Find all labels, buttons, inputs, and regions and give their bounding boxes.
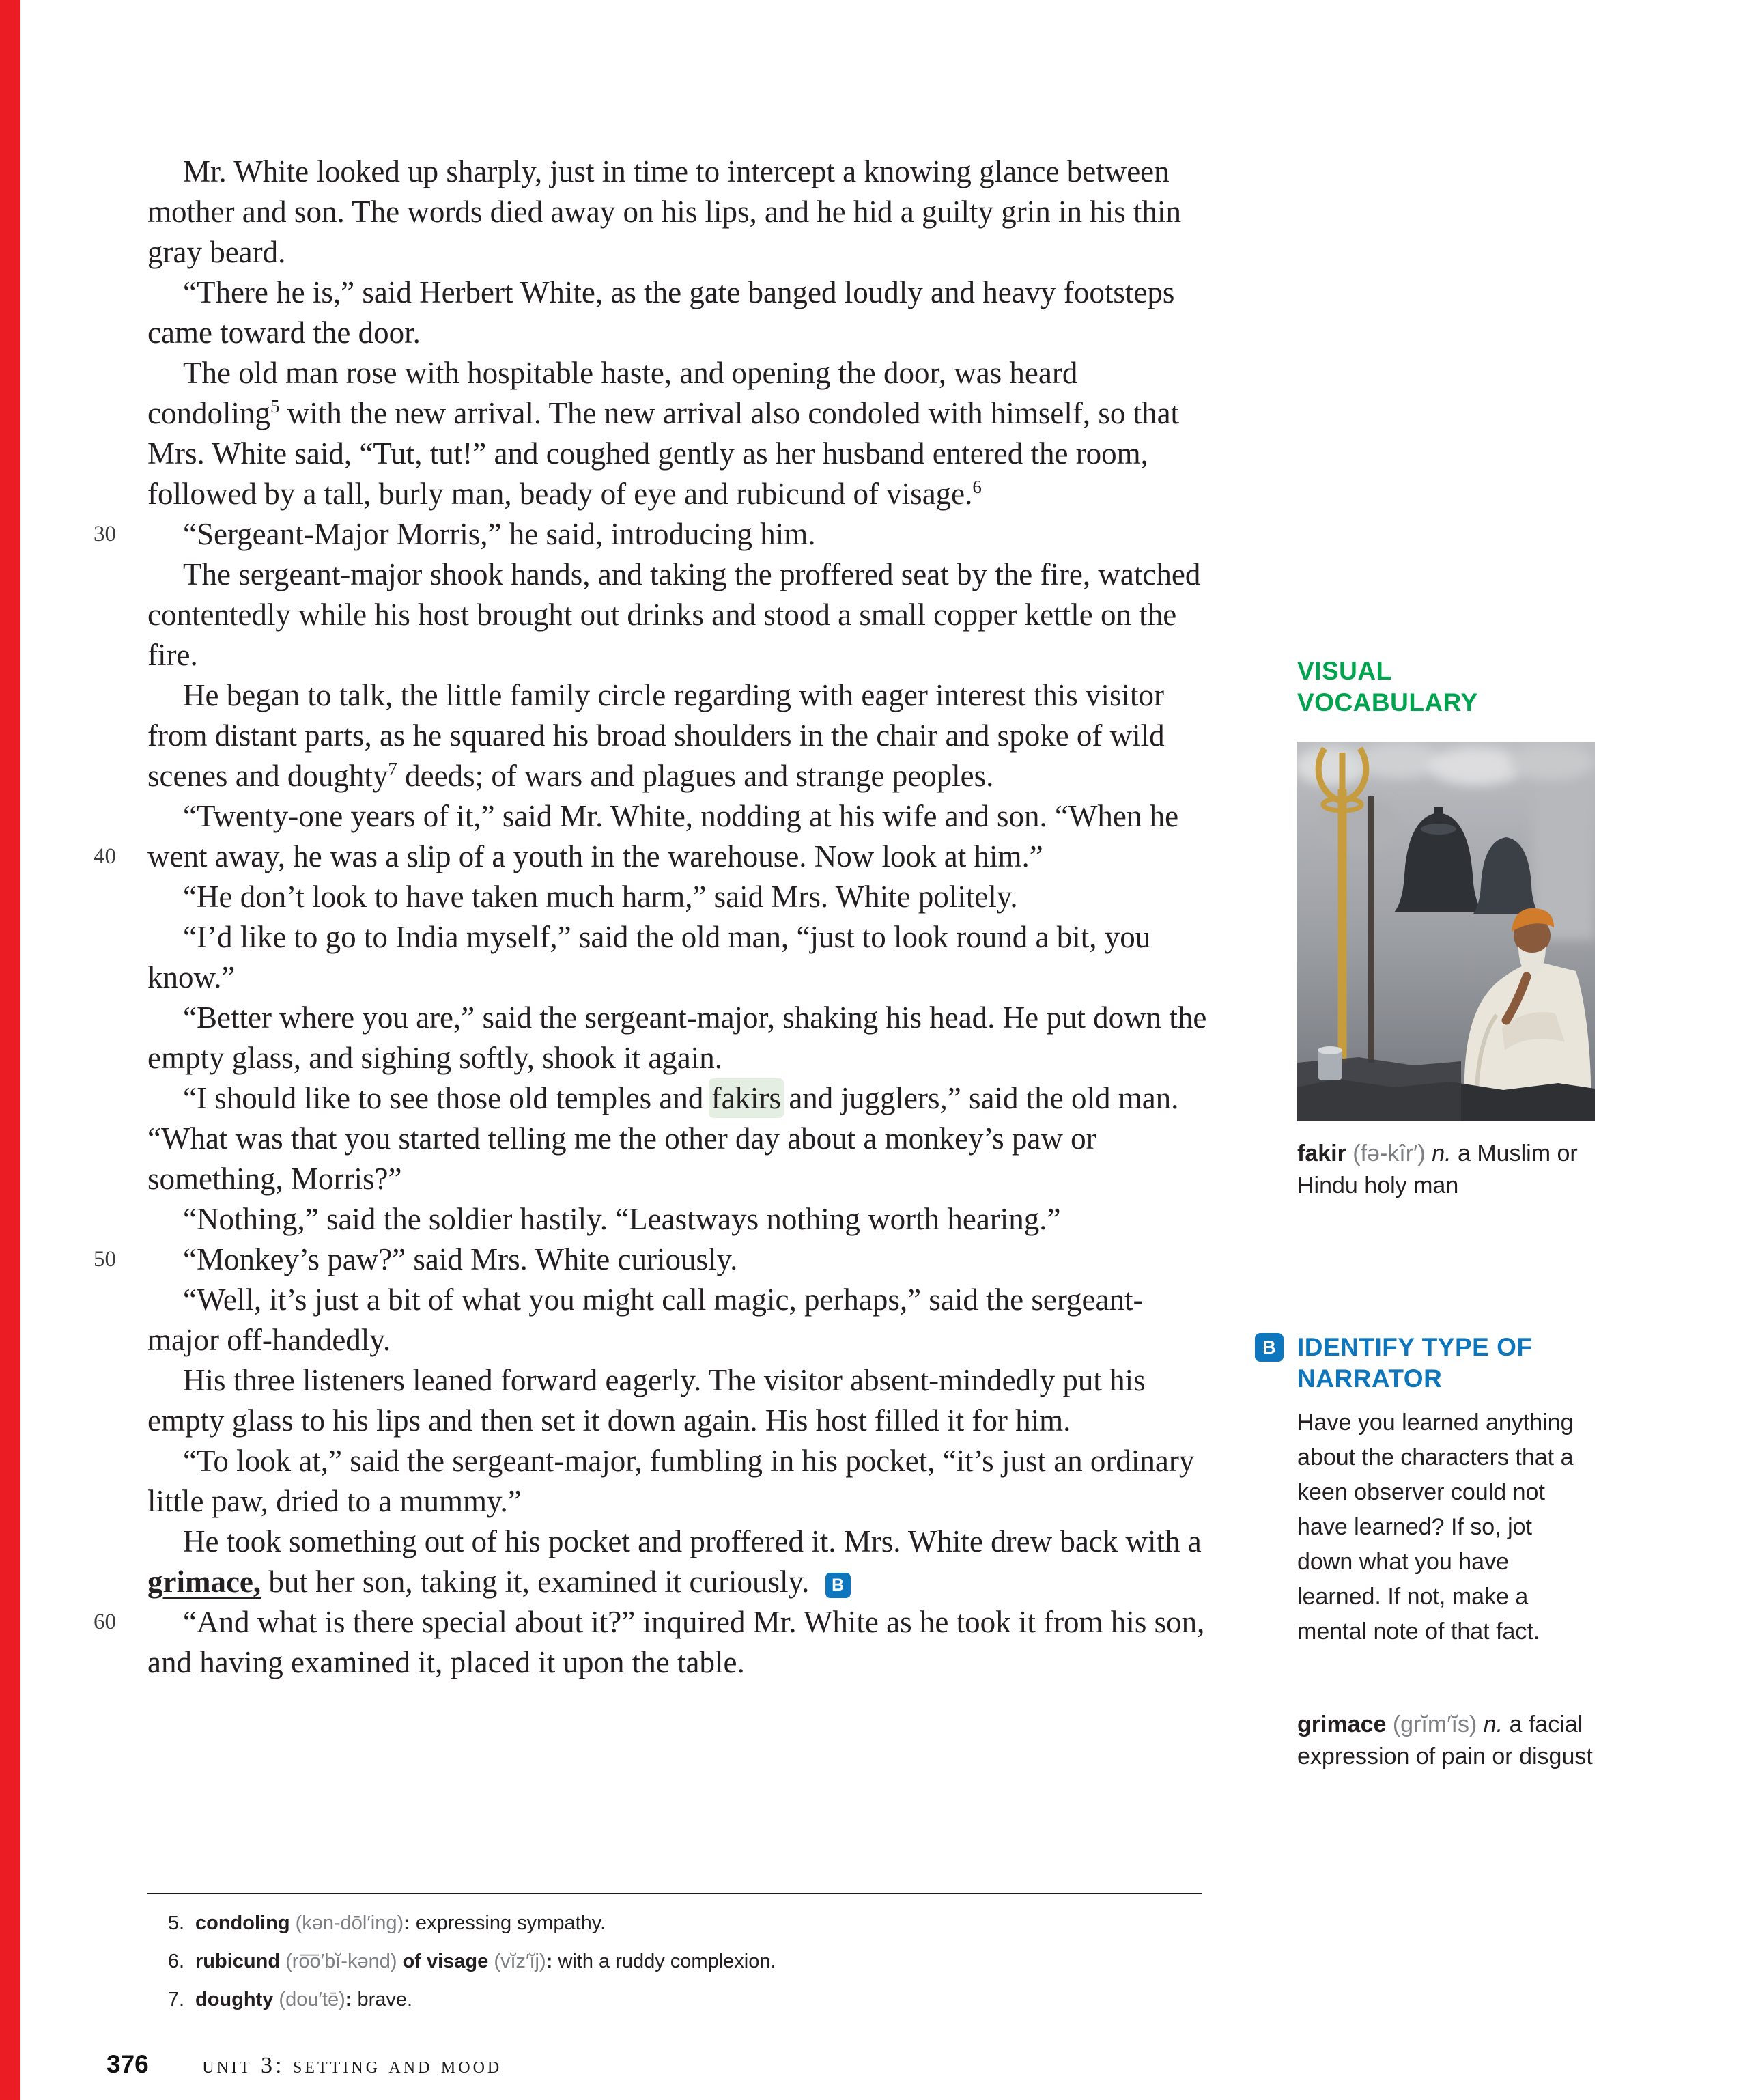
footnote-ref: 6: [972, 477, 982, 497]
story-paragraph: 60 “And what is there special about it?” inquired Mr. White as he took it from his son, and having examined it, placed it upon the table.: [147, 1602, 1213, 1683]
note-badge-b: B: [1255, 1333, 1284, 1362]
story-paragraph: “There he is,” said Herbert White, as the gate banged loudly and heavy footsteps came toward the door.: [147, 275, 1175, 350]
story-paragraph: 40 “Twenty-one years of it,” said Mr. White, nodding at his wife and son. “When he went away, he was a slip of a youth in the warehouse. Now look at him.”: [147, 796, 1213, 877]
line-number: 40: [94, 844, 116, 869]
narrator-note-body: Have you learned anything about the characters that a keen observer could not have learned? If so, jot down what you have learned. If not, make a mental note of that fact.: [1297, 1410, 1574, 1644]
fakir-definition: fakir (fə-kîr′) n. a Muslim or Hindu holy man: [1297, 1140, 1578, 1199]
footnote-divider: [147, 1893, 1202, 1894]
story-paragraph: The sergeant-major shook hands, and taking the proffered seat by the fire, watched contentedly while his host brought out drinks and stood a small copper kettle on the fire.: [147, 557, 1201, 672]
story-paragraph: “To look at,” said the sergeant-major, fumbling in his pocket, “it’s just an ordinary little paw, dried to a mummy.”: [147, 1444, 1195, 1518]
identify-narrator-note: [1262, 1332, 1595, 1649]
footnote-number: 5.: [167, 1912, 184, 1934]
staff: [1368, 796, 1374, 1063]
annotation-badge-b: B: [825, 1573, 851, 1598]
page-footer: [107, 2050, 502, 2079]
footnote-ref: 5: [270, 396, 280, 417]
vocab-highlight: fakirs: [711, 1081, 782, 1115]
story-paragraph: “Well, it’s just a bit of what you might call magic, perhaps,” said the sergeant-major off-handedly.: [147, 1283, 1144, 1357]
story-paragraph: “Nothing,” said the soldier hastily. “Leastways nothing worth hearing.”: [183, 1202, 1061, 1236]
story-paragraph: His three listeners leaned forward eagerly. The visitor absent-mindedly put his empty glass to his lips and then set it down again. His host filled it for him.: [147, 1363, 1146, 1438]
story-paragraph: “I should like to see those old temples and fakirs and jugglers,” said the old man. “What was that you started telling me the other day about a monkey’s paw or something, Morris?”: [147, 1081, 1179, 1196]
line-number: 50: [94, 1247, 116, 1272]
visual-vocabulary-heading: VISUAL VOCABULARY: [1297, 657, 1478, 716]
narrator-note-heading: IDENTIFY TYPE OF NARRATOR: [1297, 1333, 1533, 1392]
unit-label: unit 3: setting and mood: [202, 2053, 503, 2078]
story-paragraph: Mr. White looked up sharply, just in time to intercept a knowing glance between mother and son. The words died away on his lips, and he hid a guilty grin in his thin gray beard.: [147, 154, 1181, 269]
footnote: 5. condoling (kən-dōl′ing): expressing sympathy.: [147, 1904, 1213, 1942]
line-number: 30: [94, 522, 116, 546]
story-paragraph: “I’d like to go to India myself,” said the old man, “just to look round a bit, you know.”: [147, 920, 1151, 994]
footnote: 7. doughty (dou′tē): brave.: [147, 1980, 1213, 2019]
footnote: 6. rubicund (ro͞o′bĭ-kənd) of visage (vĭz′ĭj): with a ruddy complexion.: [147, 1942, 1213, 1980]
footnotes: [147, 1904, 1213, 2019]
red-accent-bar: [0, 0, 20, 2100]
story-paragraph: He began to talk, the little family circle regarding with eager interest this visitor from distant parts, as he squared his broad shoulders in the chair and spoke of wild scenes and doughty$^7$ deeds; of wars and plagues and strange peoples.: [147, 678, 1165, 793]
line-number: 60: [94, 1610, 116, 1634]
footnote-number: 7.: [167, 1989, 184, 2011]
story-paragraph: He took something out of his pocket and proffered it. Mrs. White drew back with a grimace, but her son, taking it, examined it curiously. B: [147, 1524, 1202, 1599]
story-text: [94, 152, 1213, 1683]
story-paragraph: The old man rose with hospitable haste, and opening the door, was heard condoling$^5$ with the new arrival. The new arrival also condoled with himself, so that Mrs. White said, “Tut, tut!” and coughed gently as her husband entered the room, followed by a tall, burly man, beady of eye and rubicund of visage.$^6$: [147, 356, 1180, 511]
story-paragraph: “Better where you are,” said the sergeant-major, shaking his head. He put down the empty glass, and sighing softly, shook it again.: [147, 1000, 1207, 1075]
fakir-photo: [1297, 742, 1595, 1121]
footnote-number: 6.: [167, 1950, 184, 1972]
page-number: 376: [107, 2050, 149, 2078]
story-paragraph: “He don’t look to have taken much harm,” said Mrs. White politely.: [183, 880, 1018, 914]
metal-cup: [1318, 1046, 1342, 1080]
footnote-ref: 7: [388, 759, 397, 779]
story-paragraph: 50 “Monkey’s paw?” said Mrs. White curiously.: [147, 1240, 1213, 1280]
grimace-definition: grimace (grĭm′ĭs) n. a facial expression of pain or disgust: [1297, 1711, 1593, 1769]
story-paragraph: 30 “Sergeant-Major Morris,” he said, introducing him.: [147, 514, 1213, 555]
fakir-photo-illustration: [1297, 742, 1595, 1121]
